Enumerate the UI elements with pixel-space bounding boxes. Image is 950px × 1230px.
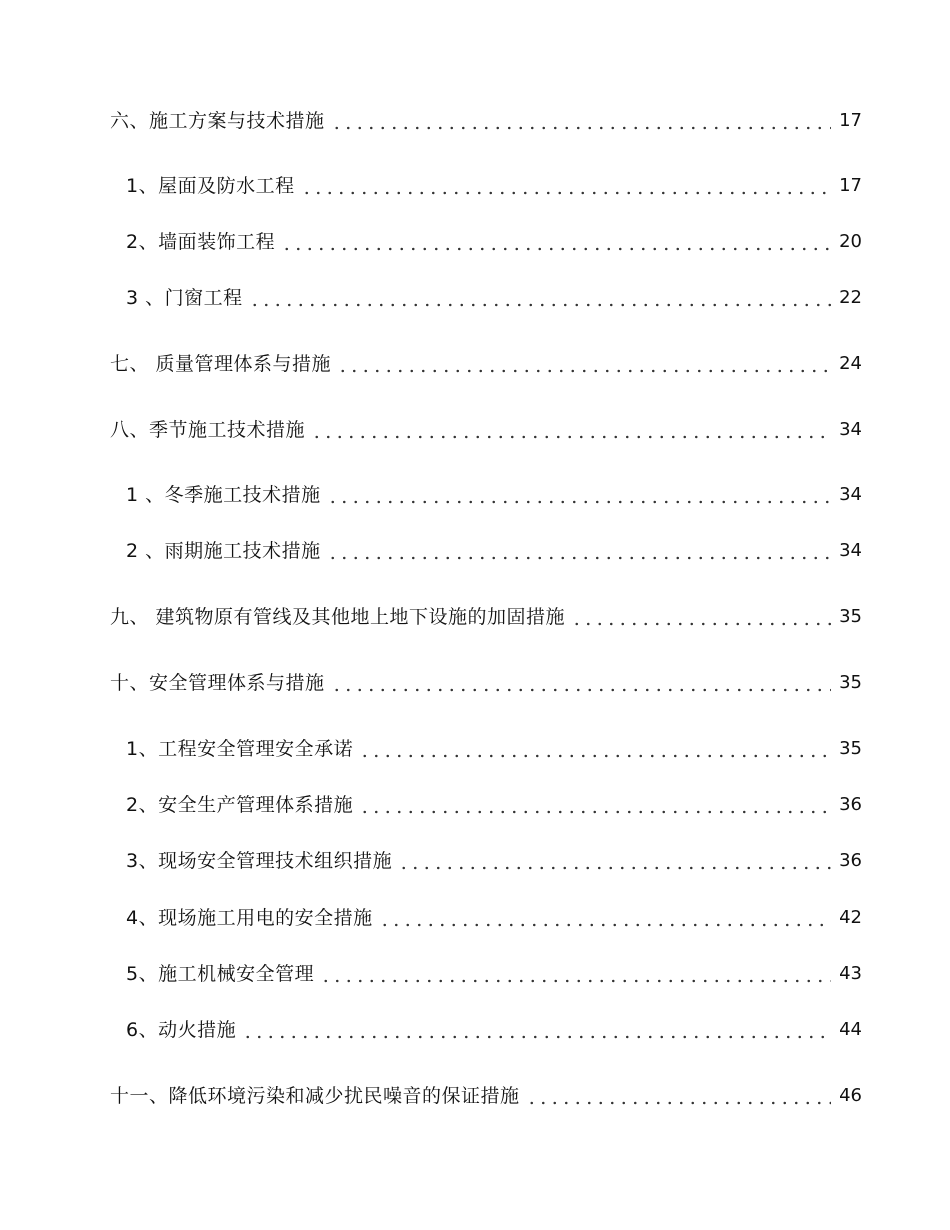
toc-dot-leader — [331, 668, 832, 698]
toc-entry[interactable] — [110, 668, 862, 698]
toc-dot-leader — [242, 1015, 831, 1045]
toc-page-number: 24 — [839, 353, 862, 374]
toc-entry[interactable] — [110, 106, 862, 136]
toc-dot-leader — [571, 602, 831, 632]
toc-entry-title: 七、 质量管理体系与措施 — [110, 353, 332, 375]
toc-dot-leader — [526, 1081, 832, 1111]
toc-dot-leader — [320, 959, 831, 989]
toc-dot-leader — [398, 846, 831, 876]
toc-entry-title: 1、屋面及防水工程 — [126, 175, 295, 197]
toc-dot-leader — [311, 415, 831, 445]
toc-page-number: 35 — [839, 606, 862, 627]
toc-entry-title: 六、施工方案与技术措施 — [110, 110, 325, 132]
toc-entry[interactable] — [126, 536, 862, 566]
toc-entry-title: 十一、降低环境污染和减少扰民噪音的保证措施 — [110, 1085, 520, 1107]
toc-entry[interactable] — [110, 1081, 862, 1111]
toc-dot-leader — [301, 171, 832, 201]
toc-dot-leader — [359, 790, 831, 820]
toc-dot-leader — [331, 106, 832, 136]
toc-entry[interactable] — [126, 171, 862, 201]
toc-page-number: 17 — [839, 110, 862, 131]
toc-entry[interactable] — [110, 349, 862, 379]
toc-entry[interactable] — [126, 480, 862, 510]
toc-page-number: 17 — [839, 175, 862, 196]
toc-dot-leader — [249, 283, 831, 313]
toc-page-number: 46 — [839, 1085, 862, 1106]
toc-entry-title: 3 、门窗工程 — [126, 287, 243, 309]
toc-entry-title: 6、动火措施 — [126, 1019, 237, 1041]
toc-page-number: 20 — [839, 231, 862, 252]
toc-page-number: 35 — [839, 738, 862, 759]
toc-page-number: 34 — [839, 540, 862, 561]
toc-page-number: 22 — [839, 287, 862, 308]
toc-entry-title: 4、现场施工用电的安全措施 — [126, 907, 373, 929]
toc-entry[interactable] — [126, 790, 862, 820]
toc-entry-title: 2、安全生产管理体系措施 — [126, 794, 354, 816]
toc-entry-title: 十、安全管理体系与措施 — [110, 672, 325, 694]
toc-entry[interactable] — [126, 283, 862, 313]
toc-entry-title: 2、墙面装饰工程 — [126, 231, 276, 253]
toc-dot-leader — [359, 734, 831, 764]
toc-dot-leader — [337, 349, 831, 379]
toc-entry-title: 2 、雨期施工技术措施 — [126, 540, 321, 562]
toc-dot-leader — [327, 480, 831, 510]
toc-entry[interactable] — [126, 846, 862, 876]
toc-dot-leader — [379, 903, 832, 933]
toc-page-number: 34 — [839, 484, 862, 505]
toc-dot-leader — [327, 536, 831, 566]
toc-entry[interactable] — [126, 1015, 862, 1045]
toc-page-number: 35 — [839, 672, 862, 693]
toc-dot-leader — [281, 227, 831, 257]
toc-page-number: 44 — [839, 1019, 862, 1040]
toc-entry[interactable] — [126, 959, 862, 989]
toc-entry[interactable] — [110, 415, 862, 445]
toc-entry-title: 八、季节施工技术措施 — [110, 419, 306, 441]
toc-entry-title: 3、现场安全管理技术组织措施 — [126, 850, 393, 872]
toc-entry[interactable] — [126, 227, 862, 257]
toc-page-number: 36 — [839, 850, 862, 871]
toc-entry[interactable] — [126, 903, 862, 933]
toc-entry-title: 5、施工机械安全管理 — [126, 963, 315, 985]
toc-entry-title: 1 、冬季施工技术措施 — [126, 484, 321, 506]
toc-entry-title: 1、工程安全管理安全承诺 — [126, 738, 354, 760]
toc-page-number: 36 — [839, 794, 862, 815]
toc-entry[interactable] — [110, 602, 862, 632]
toc-page-number: 42 — [839, 907, 862, 928]
toc-page-number: 34 — [839, 419, 862, 440]
toc-entry-title: 九、 建筑物原有管线及其他地上地下设施的加固措施 — [110, 606, 566, 628]
toc-page-number: 43 — [839, 963, 862, 984]
toc-entry[interactable] — [126, 734, 862, 764]
